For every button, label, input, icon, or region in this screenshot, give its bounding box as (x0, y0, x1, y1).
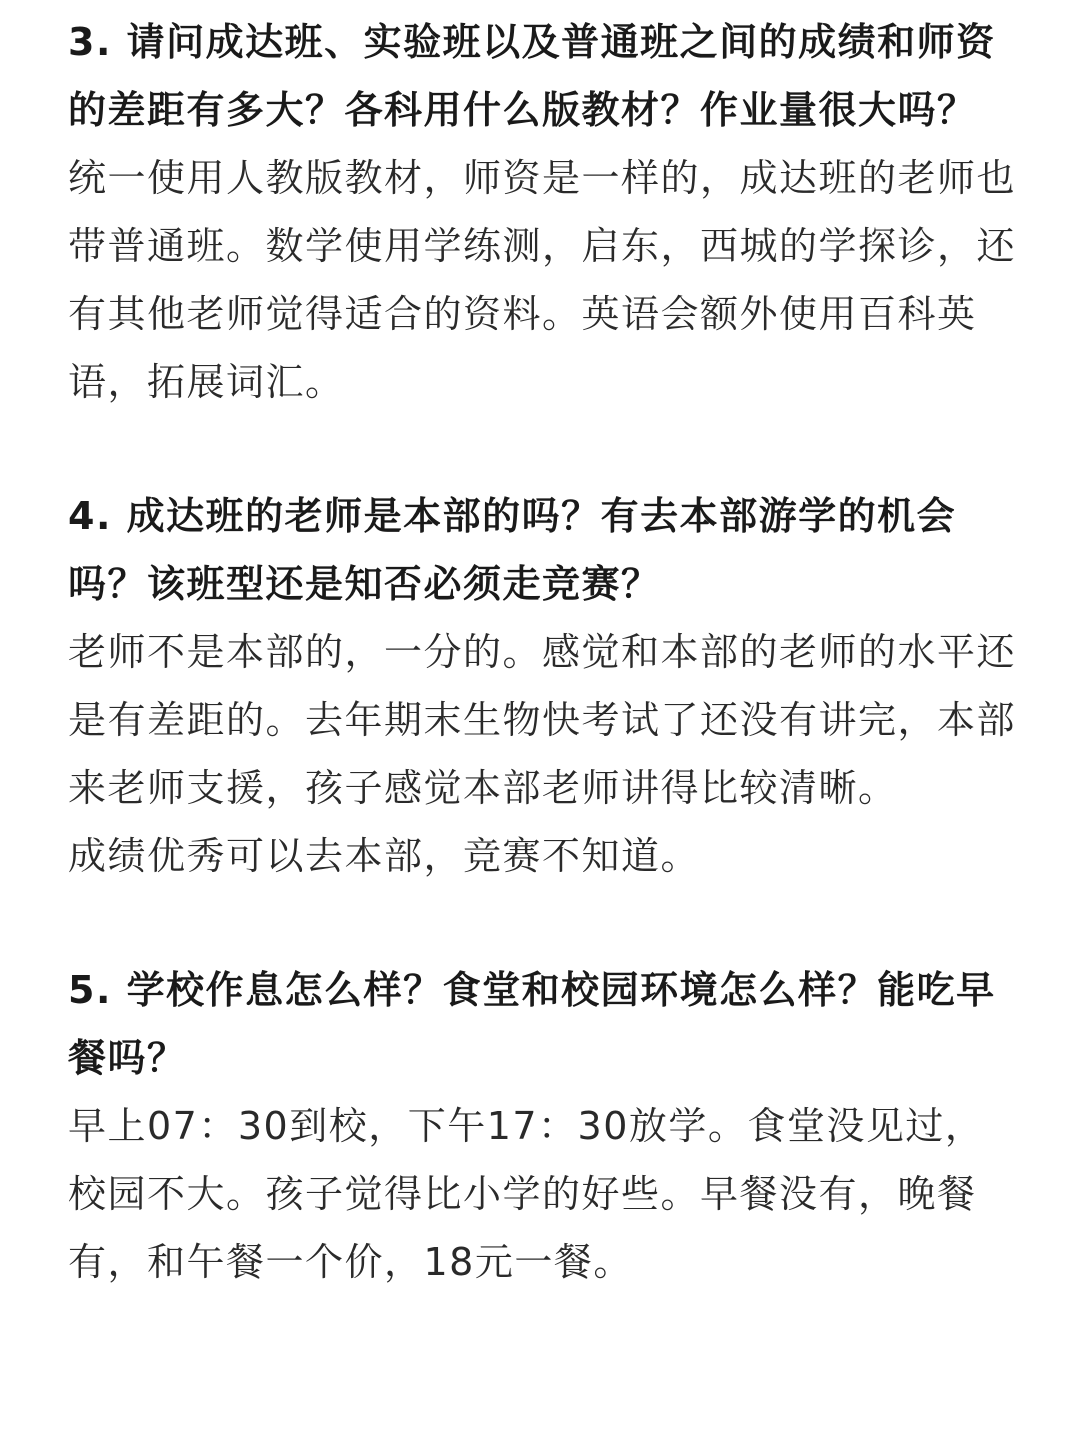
qa-section-4 (68, 482, 1018, 890)
question-5: 5. 学校作息怎么样？食堂和校园环境怎么样？能吃早餐吗？ (68, 968, 996, 1080)
question-4: 4. 成达班的老师是本部的吗？有去本部游学的机会吗？该班型还是知否必须走竞赛？ (68, 494, 957, 606)
qa-document (68, 8, 1018, 1296)
answer-4-paragraph-1: 老师不是本部的，一分的。感觉和本部的老师的水平还是有差距的。去年期末生物快考试了还没有讲完，本部来老师支援，孩子感觉本部老师讲得比较清晰。 (68, 630, 1017, 810)
question-3: 3. 请问成达班、实验班以及普通班之间的成绩和师资的差距有多大？各科用什么版教材？作业量很大吗？ (68, 20, 996, 132)
qa-section-5 (68, 956, 1018, 1296)
answer-4-paragraph-2: 成绩优秀可以去本部，竞赛不知道。 (68, 834, 701, 878)
answer-5-paragraph-1: 早上07：30到校，下午17：30放学。食堂没见过，校园不大。孩子觉得比小学的好些。早餐没有，晚餐有，和午餐一个价，18元一餐。 (68, 1104, 985, 1284)
answer-3-paragraph-1: 统一使用人教版教材，师资是一样的，成达班的老师也带普通班。数学使用学练测，启东，西城的学探诊，还有其他老师觉得适合的资料。英语会额外使用百科英语，拓展词汇。 (68, 156, 1017, 404)
qa-section-3 (68, 8, 1018, 416)
